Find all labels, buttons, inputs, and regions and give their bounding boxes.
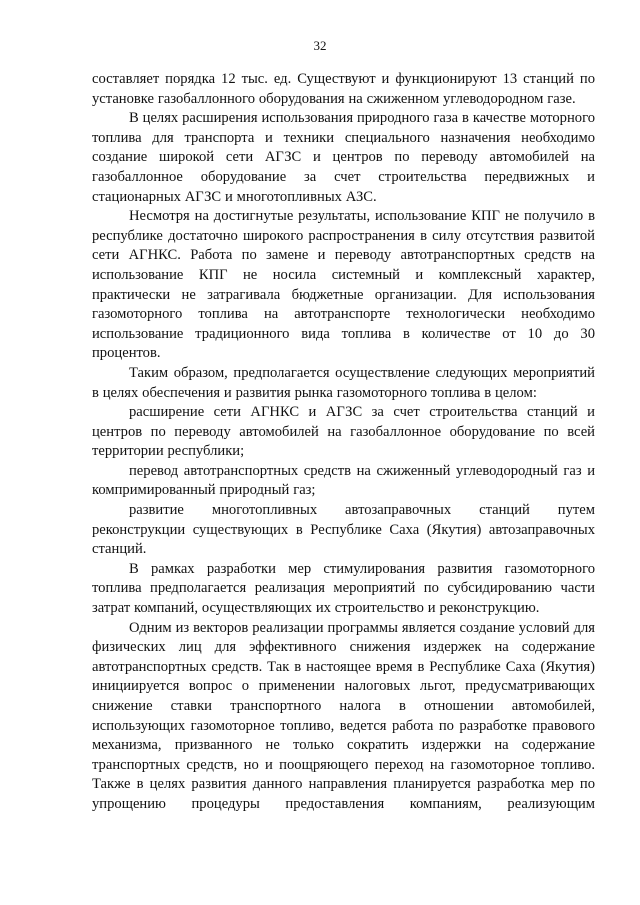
page-number: 32: [313, 38, 327, 53]
paragraph-4: Таким образом, предполагается осуществление следующих мероприятий в целях обеспечения и развития рынка газомоторного топлива в целом:: [92, 364, 595, 401]
paragraph-1: составляет порядка 12 тыс. ед. Существуют и функционируют 13 станций по установке газобаллонного оборудования на сжиженном углеводородном газе.: [92, 71, 595, 107]
body-text: [92, 70, 595, 815]
list-item-3: развитие многотопливных автозаправочных станций путем реконструкции существующих в Республике Саха (Якутия) автозаправочных станций.: [92, 502, 595, 558]
list-item-1: расширение сети АГНКС и АГЗС за счет строительства станций и центров по переводу автомобилей на газобаллонное оборудование по всей территории республики;: [92, 404, 595, 460]
list-item-2: перевод автотранспортных средств на сжиженный углеводородный газ и компримированный природный газ;: [92, 462, 595, 499]
paragraph-2: В целях расширения использования природного газа в качестве моторного топлива для транспорта и техники специального назначения необходимо создание широкой сети АГЗС и центров по переводу автомобилей на газобаллонное оборудование за счет строительства передвижных и стационарных АГЗС и многотопливных АЗС.: [92, 110, 595, 205]
paragraph-6: Одним из векторов реализации программы является создание условий для физических лиц для эффективного снижения издержек на содержание автотранспортных средств. Так в настоящее время в Республике Саха (Якутия) инициируется вопрос о применении налоговых льгот, предусматривающих снижение ставки транспортного налога в отношении автомобилей, использующих газомоторное топливо, ведется работа по разработке правового механизма, призванного не только сократить издержки на содержание транспортных средств, но и поощряющего переход на газомоторное топливо. Также в целях развития данного направления планируется разработка мер по упрощению процедуры предоставления компаниям, реализующим: [92, 619, 595, 812]
paragraph-3: Несмотря на достигнутые результаты, использование КПГ не получило в республике достаточно широкого распространения в силу отсутствия развитой сети АГНКС. Работа по замене и переводу автотранспортных средств на использование КПГ не носила системный и комплексный характер, практически не затрагивала бюджетные организации. Для использования газомоторного топлива на автотранспорте технологически необходимо использование традиционного вида топлива в количестве от 10 до 30 процентов.: [92, 208, 595, 362]
paragraph-5: В рамках разработки мер стимулирования развития газомоторного топлива предполагается реализация мероприятий по субсидированию части затрат компаний, осуществляющих их строительство и реконструкцию.: [92, 560, 595, 617]
